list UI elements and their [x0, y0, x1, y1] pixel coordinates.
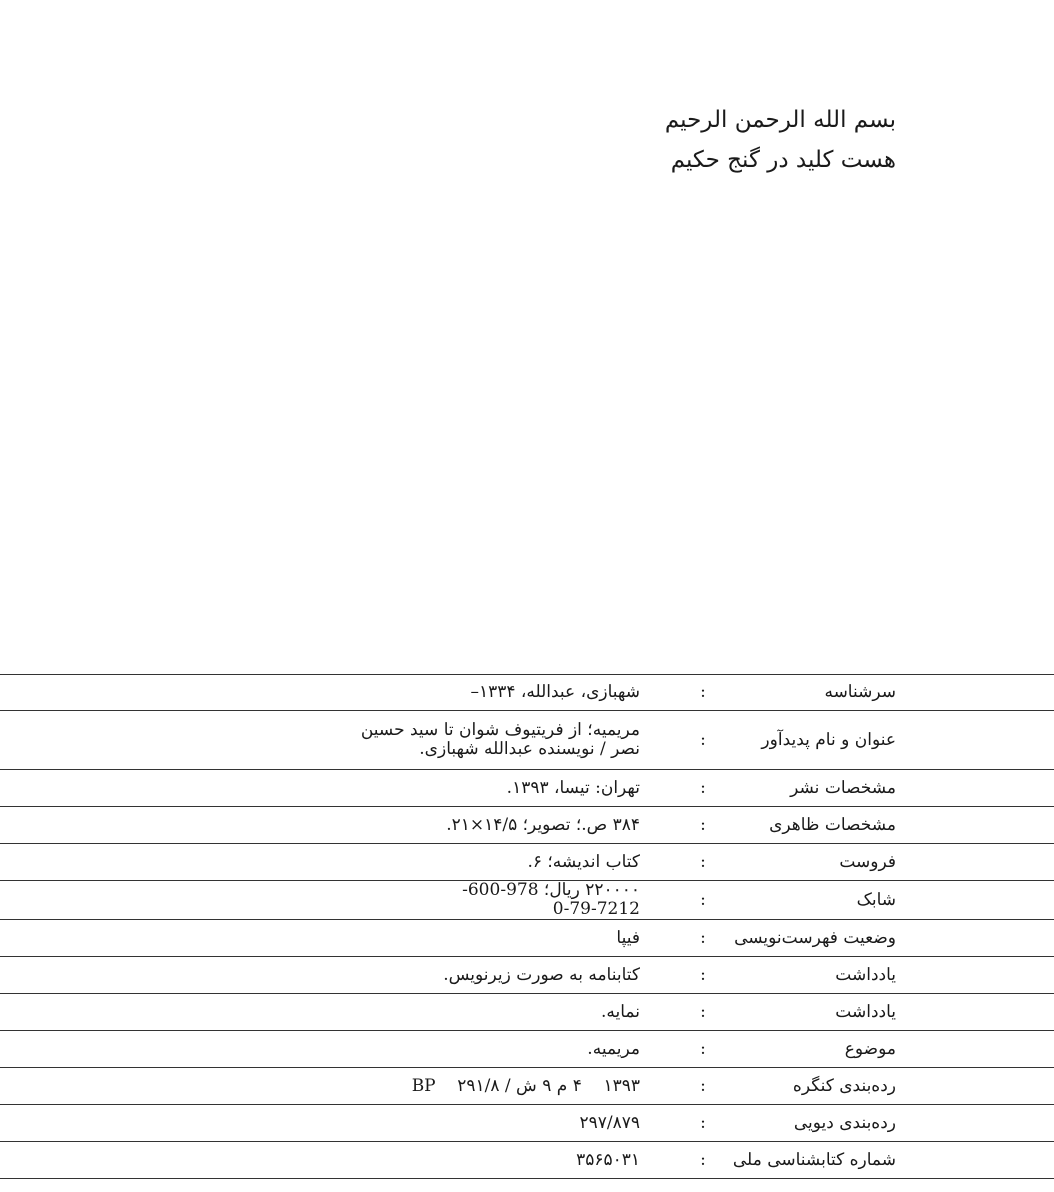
- catalog-label: شابک: [856, 889, 896, 910]
- cataloging-in-publication-table: [0, 674, 1054, 1179]
- bismillah-heading: [665, 100, 896, 180]
- catalog-label: عنوان و نام پدیدآور: [761, 729, 896, 750]
- catalog-row-cataloging-status: [0, 920, 1054, 957]
- catalog-value: نمایه.: [601, 1001, 640, 1022]
- catalog-row-title: [0, 711, 1054, 770]
- catalog-value: کتابنامه به صورت زیرنویس.: [443, 964, 640, 985]
- bismillah-line-1: بسم الله الرحمن الرحیم: [664, 107, 896, 133]
- catalog-label: مشخصات نشر: [790, 777, 896, 798]
- catalog-label: یادداشت: [835, 964, 896, 985]
- catalog-colon: :: [700, 1112, 706, 1133]
- catalog-colon: :: [700, 777, 706, 798]
- catalog-colon: :: [700, 889, 706, 910]
- catalog-value: ۲۲۰۰۰۰ ریال؛ 978-600-7212-79-0: [462, 880, 640, 919]
- catalog-row-national-bibliography-number: [0, 1142, 1054, 1179]
- catalog-label: موضوع: [844, 1038, 896, 1059]
- catalog-row-isbn: [0, 881, 1054, 920]
- catalog-value: فیپا: [616, 927, 640, 948]
- bismillah-line-2: هست کلید در گنج حکیم: [670, 147, 896, 173]
- catalog-colon: :: [700, 1075, 706, 1096]
- catalog-label: مشخصات ظاهری: [769, 814, 896, 835]
- catalog-row-dewey-classification: [0, 1105, 1054, 1142]
- catalog-label: شماره کتابشناسی ملی: [732, 1149, 896, 1170]
- catalog-value: ۳۸۴ ص.؛ تصویر؛ ۱۴/۵×۲۱.: [446, 814, 640, 835]
- catalog-value: مریمیه؛ از فریتیوف شوان تا سید حسین نصر / نویسنده عبدالله شهبازی.: [360, 720, 640, 759]
- catalog-value: ۳۵۶۵۰۳۱: [576, 1149, 640, 1170]
- catalog-row-lc-classification: [0, 1068, 1054, 1105]
- catalog-label: رده‌بندی کنگره: [792, 1075, 896, 1096]
- catalog-colon: :: [700, 851, 706, 872]
- catalog-colon: :: [700, 682, 706, 702]
- catalog-colon: :: [700, 927, 706, 948]
- catalog-row-main-entry: [0, 675, 1054, 711]
- catalog-colon: :: [700, 1001, 706, 1022]
- catalog-colon: :: [700, 964, 706, 985]
- catalog-colon: :: [700, 1149, 706, 1170]
- catalog-label: رده‌بندی دیویی: [793, 1112, 896, 1133]
- catalog-label: وضعیت فهرست‌نویسی: [734, 927, 896, 948]
- catalog-value: تهران: تیسا، ۱۳۹۳.: [506, 777, 640, 798]
- catalog-label: سرشناسه: [824, 682, 896, 702]
- catalog-row-series: [0, 844, 1054, 881]
- catalog-row-publication: [0, 770, 1054, 807]
- catalog-value: ۲۹۷/۸۷۹: [579, 1112, 640, 1133]
- catalog-colon: :: [700, 729, 706, 750]
- catalog-value: شهبازی، عبدالله، ۱۳۳۴–: [470, 682, 640, 702]
- catalog-label: یادداشت: [835, 1001, 896, 1022]
- catalog-colon: :: [700, 1038, 706, 1059]
- catalog-row-note-bibliography: [0, 957, 1054, 994]
- catalog-row-subject: [0, 1031, 1054, 1068]
- catalog-value: مریمیه.: [587, 1038, 640, 1059]
- catalog-value: ۱۳۹۳ ۴ م ۹ ش / ۲۹۱/۸ BP: [411, 1075, 640, 1096]
- catalog-row-note-index: [0, 994, 1054, 1031]
- catalog-colon: :: [700, 814, 706, 835]
- catalog-label: فروست: [839, 851, 896, 872]
- catalog-row-physical-description: [0, 807, 1054, 844]
- catalog-value: کتاب اندیشه؛ ۶.: [527, 851, 640, 872]
